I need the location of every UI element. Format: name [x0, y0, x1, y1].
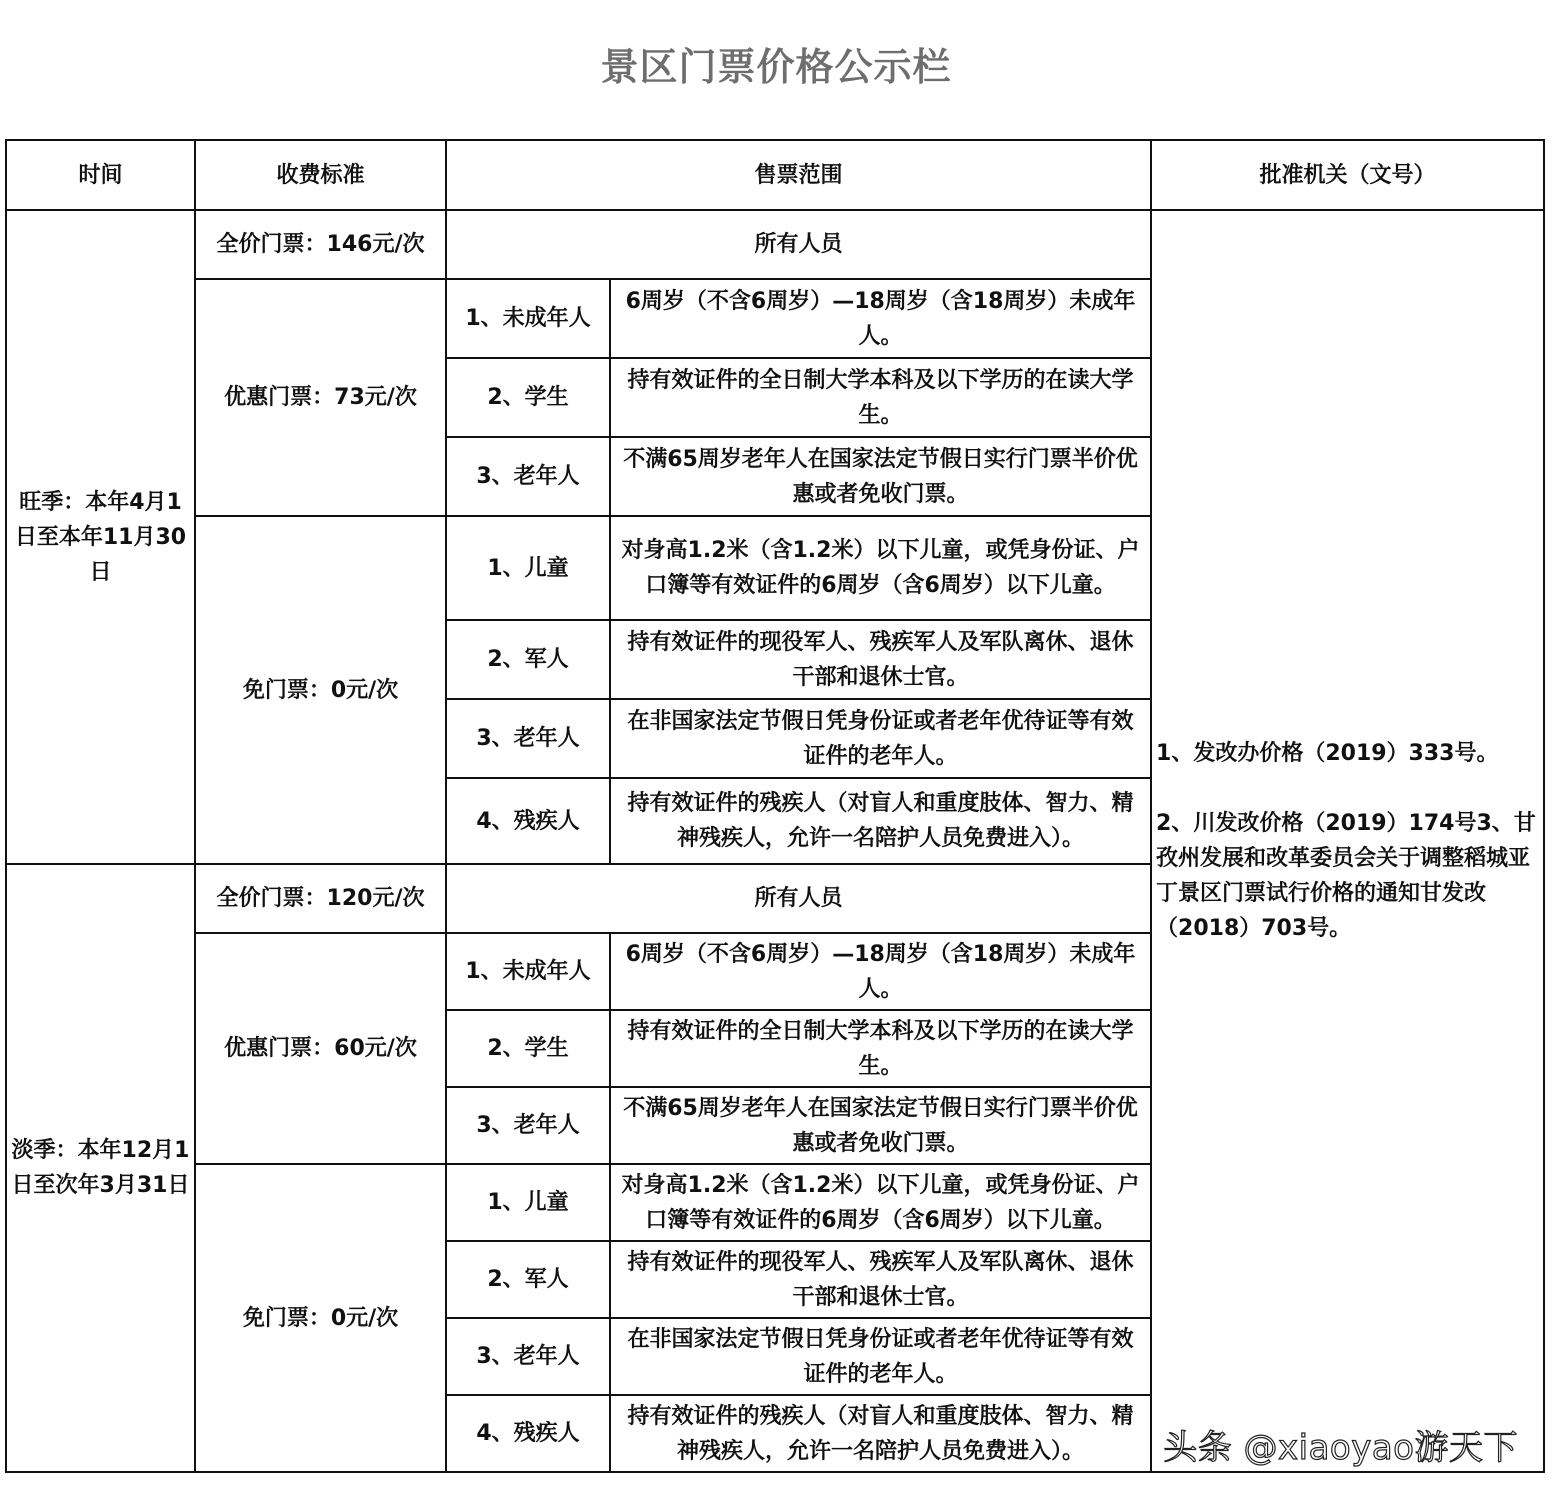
group-desc: 在非国家法定节假日凭身份证或者老年优待证等有效证件的老年人。 — [610, 699, 1151, 778]
header-scope: 售票范围 — [446, 140, 1151, 210]
group-desc: 6周岁（不含6周岁）—18周岁（含18周岁）未成年人。 — [610, 933, 1151, 1010]
header-period: 时间 — [6, 140, 195, 210]
ticket-price-table — [5, 139, 1545, 1473]
approval-line-2: 2、川发改价格（2019）174号3、甘孜州发展和改革委员会关于调整稻城亚丁景区门票试行价格的通知甘发改（2018）703号。 — [1156, 811, 1536, 941]
group-desc: 不满65周岁老年人在国家法定节假日实行门票半价优惠或者免收门票。 — [610, 437, 1151, 516]
group-desc: 持有效证件的全日制大学本科及以下学历的在读大学生。 — [610, 358, 1151, 437]
group-desc: 持有效证件的残疾人（对盲人和重度肢体、智力、精神残疾人，允许一名陪护人员免费进入）。 — [610, 778, 1151, 864]
approval-authority — [1151, 210, 1544, 1472]
group-name: 1、未成年人 — [446, 933, 610, 1010]
peak-free-price: 免门票：0元/次 — [195, 516, 446, 864]
group-desc: 持有效证件的现役军人、残疾军人及军队离休、退休干部和退休士官。 — [610, 1241, 1151, 1318]
header-approval: 批准机关（文号） — [1151, 140, 1544, 210]
header-price: 收费标准 — [195, 140, 446, 210]
off-free-price: 免门票：0元/次 — [195, 1164, 446, 1472]
group-desc: 6周岁（不含6周岁）—18周岁（含18周岁）未成年人。 — [610, 279, 1151, 358]
watermark: 头条 @xiaoyao游天下 — [1163, 1428, 1518, 1468]
approval-line-1: 1、发改办价格（2019）333号。 — [1156, 741, 1499, 766]
group-desc: 持有效证件的现役军人、残疾军人及军队离休、退休干部和退休士官。 — [610, 620, 1151, 699]
peak-full-scope: 所有人员 — [446, 210, 1151, 279]
group-name: 4、残疾人 — [446, 778, 610, 864]
header-row — [6, 140, 1544, 210]
group-name: 4、残疾人 — [446, 1395, 610, 1472]
group-name: 1、儿童 — [446, 1164, 610, 1241]
peak-season-period: 旺季：本年4月1日至本年11月30日 — [6, 210, 195, 864]
off-discount-price: 优惠门票：60元/次 — [195, 933, 446, 1164]
group-name: 2、军人 — [446, 1241, 610, 1318]
peak-discount-price: 优惠门票：73元/次 — [195, 279, 446, 516]
group-name: 2、军人 — [446, 620, 610, 699]
peak-full-price: 全价门票：146元/次 — [195, 210, 446, 279]
group-desc: 对身高1.2米（含1.2米）以下儿童，或凭身份证、户口簿等有效证件的6周岁（含6周岁）以下儿童。 — [610, 516, 1151, 620]
group-desc: 对身高1.2米（含1.2米）以下儿童，或凭身份证、户口簿等有效证件的6周岁（含6周岁）以下儿童。 — [610, 1164, 1151, 1241]
off-season-period: 淡季：本年12月1日至次年3月31日 — [6, 864, 195, 1472]
page-title: 景区门票价格公示栏 — [600, 45, 952, 89]
group-name: 3、老年人 — [446, 437, 610, 516]
group-name: 2、学生 — [446, 358, 610, 437]
group-name: 3、老年人 — [446, 699, 610, 778]
group-desc: 不满65周岁老年人在国家法定节假日实行门票半价优惠或者免收门票。 — [610, 1087, 1151, 1164]
group-name: 1、未成年人 — [446, 279, 610, 358]
group-name: 2、学生 — [446, 1010, 610, 1087]
group-name: 3、老年人 — [446, 1318, 610, 1395]
group-desc: 在非国家法定节假日凭身份证或者老年优待证等有效证件的老年人。 — [610, 1318, 1151, 1395]
group-desc: 持有效证件的残疾人（对盲人和重度肢体、智力、精神残疾人，允许一名陪护人员免费进入）。 — [610, 1395, 1151, 1472]
off-full-scope: 所有人员 — [446, 864, 1151, 933]
off-full-price: 全价门票：120元/次 — [195, 864, 446, 933]
group-name: 1、儿童 — [446, 516, 610, 620]
group-desc: 持有效证件的全日制大学本科及以下学历的在读大学生。 — [610, 1010, 1151, 1087]
group-name: 3、老年人 — [446, 1087, 610, 1164]
table-row — [6, 210, 1544, 279]
